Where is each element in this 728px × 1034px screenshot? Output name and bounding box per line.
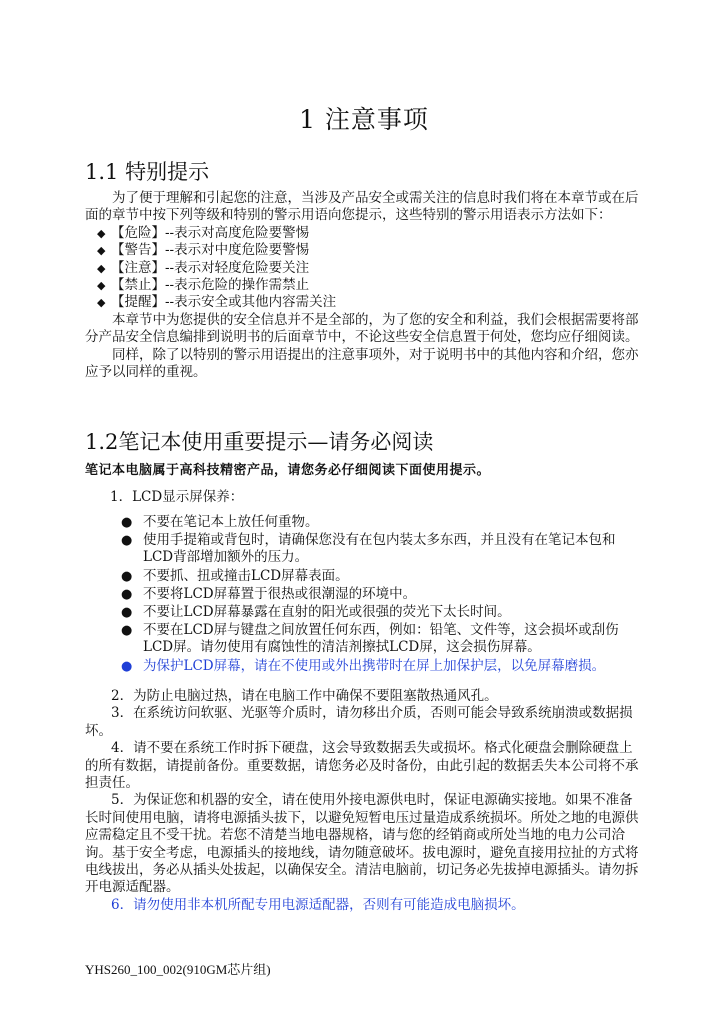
section-title-1-2: 1.2笔记本使用重要提示—请务必阅读: [85, 430, 434, 454]
bullet-dot-icon: ●: [121, 623, 133, 639]
page-footer: YHS260_100_002(910GM芯片组): [85, 962, 271, 977]
tip-item: 5．为保证您和机器的安全，请在使用外接电源供电时，保证电源确实接地。如果不准备长时间使用电脑，请将电源插头拔下，以避免短暂电压过量造成系统损坏。所处之地的电源供应需稳定且不受干扰。若您不清楚当地电器规格，请与您的经销商或所处当地的电力公司洽询。基于安全考虑，电源插头的接地线，请勿随意破坏。拔电源时，避免直接用拉扯的方式将电线拔出，务必从插头处拔起，以确保安全。清洁电脑前，切记务必先拔掉电源插头。请勿拆开电源适配器。: [85, 792, 639, 896]
list-item: ● 使用手提箱或背包时，请确保您没有在包内装太多东西，并且没有在笔记本包和LCD背部增加额外的压力。: [121, 532, 616, 566]
diamond-bullet-icon: ◆: [97, 279, 106, 293]
list-item-highlight: ● 为保护LCD屏幕，请在不使用或外出携带时在屏上加保护层，以免屏幕磨损。: [121, 657, 606, 674]
list-item: ● 不要在笔记本上放任何重物。: [121, 514, 319, 530]
usage-tips-list: [85, 688, 645, 914]
tip-item: 4．请不要在系统工作时拆下硬盘，这会导致数据丢失或损坏。格式化硬盘会删除硬盘上的所有数据，请提前备份。重要数据，请您务必及时备份，由此引起的数据丢失本公司将不承担责任。: [85, 740, 639, 792]
list-item: ● 不要在LCD屏与键盘之间放置任何东西，例如：铅笔、文件等，这会损坏或刮伤LCD屏。请勿使用有腐蚀性的清洁剂擦拭LCD屏，这会损伤屏幕。: [121, 622, 619, 656]
bullet-dot-icon: ●: [121, 533, 133, 549]
warning-level-item: ◆ 【提醒】--表示安全或其他内容需关注: [97, 294, 337, 311]
chapter-title: 1 注意事项: [299, 105, 429, 134]
diamond-bullet-icon: ◆: [97, 296, 106, 310]
lcd-care-heading: 1．LCD显示屏保养：: [110, 489, 244, 505]
warning-level-item: ◆ 【危险】--表示对高度危险要警惕: [97, 224, 310, 241]
diamond-bullet-icon: ◆: [97, 244, 106, 258]
bullet-dot-icon: ●: [121, 515, 133, 530]
section-1-1-body: [85, 190, 645, 381]
other-content-paragraph: 同样，除了以特别的警示用语提出的注意事项外，对于说明书中的其他内容和介绍，您亦应予以同样的重视。: [85, 346, 639, 381]
intro-paragraph: 为了便于理解和引起您的注意，当涉及产品安全或需关注的信息时我们将在本章节或在后面的章节中按下列等级和特别的警示用语向您提示，这些特别的警示用语表示方法如下：: [85, 190, 639, 224]
diamond-bullet-icon: ◆: [97, 261, 106, 275]
warning-level-list: [85, 225, 645, 312]
warning-level-item: ◆ 【禁止】--表示危险的操作需禁止: [97, 277, 310, 294]
list-item: ● 不要让LCD屏幕暴露在直射的阳光或很强的荧光下太长时间。: [121, 604, 511, 621]
diamond-bullet-icon: ◆: [97, 226, 106, 240]
tip-item: 3．在系统访问软驱、光驱等介质时，请勿移出介质，否则可能会导致系统崩溃或数据损坏。: [85, 705, 633, 739]
lcd-care-list: [85, 514, 645, 676]
tip-item-highlight: 6．请勿使用非本机所配专用电源适配器，否则有可能造成电脑损坏。: [111, 896, 525, 913]
warning-level-item: ◆ 【警告】--表示对中度危险要警惕: [97, 242, 310, 259]
bullet-dot-icon: ●: [121, 586, 133, 602]
safety-info-paragraph: 本章节中为您提供的安全信息并不是全部的，为了您的安全和利益，我们会根据需要将部分产品安全信息编排到说明书的后面章节中，不论这些安全信息置于何处，您均应仔细阅读。: [85, 311, 639, 346]
bullet-dot-icon: ●: [121, 568, 133, 584]
bullet-dot-icon: ●: [121, 605, 133, 621]
tip-item: 2．为防止电脑过热，请在电脑工作中确保不要阻塞散热通风孔。: [111, 688, 498, 704]
list-item: ● 不要抓、扭或撞击LCD屏幕表面。: [121, 567, 349, 584]
section-title-1-1: 1.1 特别提示: [85, 160, 210, 184]
bullet-dot-icon: ●: [121, 658, 133, 674]
list-item: ● 不要将LCD屏幕置于很热或很潮湿的环境中。: [121, 585, 417, 602]
notebook-intro: 笔记本电脑属于高科技精密产品，请您务必仔细阅读下面使用提示。: [85, 463, 491, 478]
warning-level-item: ◆ 【注意】--表示对轻度危险要关注: [97, 259, 310, 276]
